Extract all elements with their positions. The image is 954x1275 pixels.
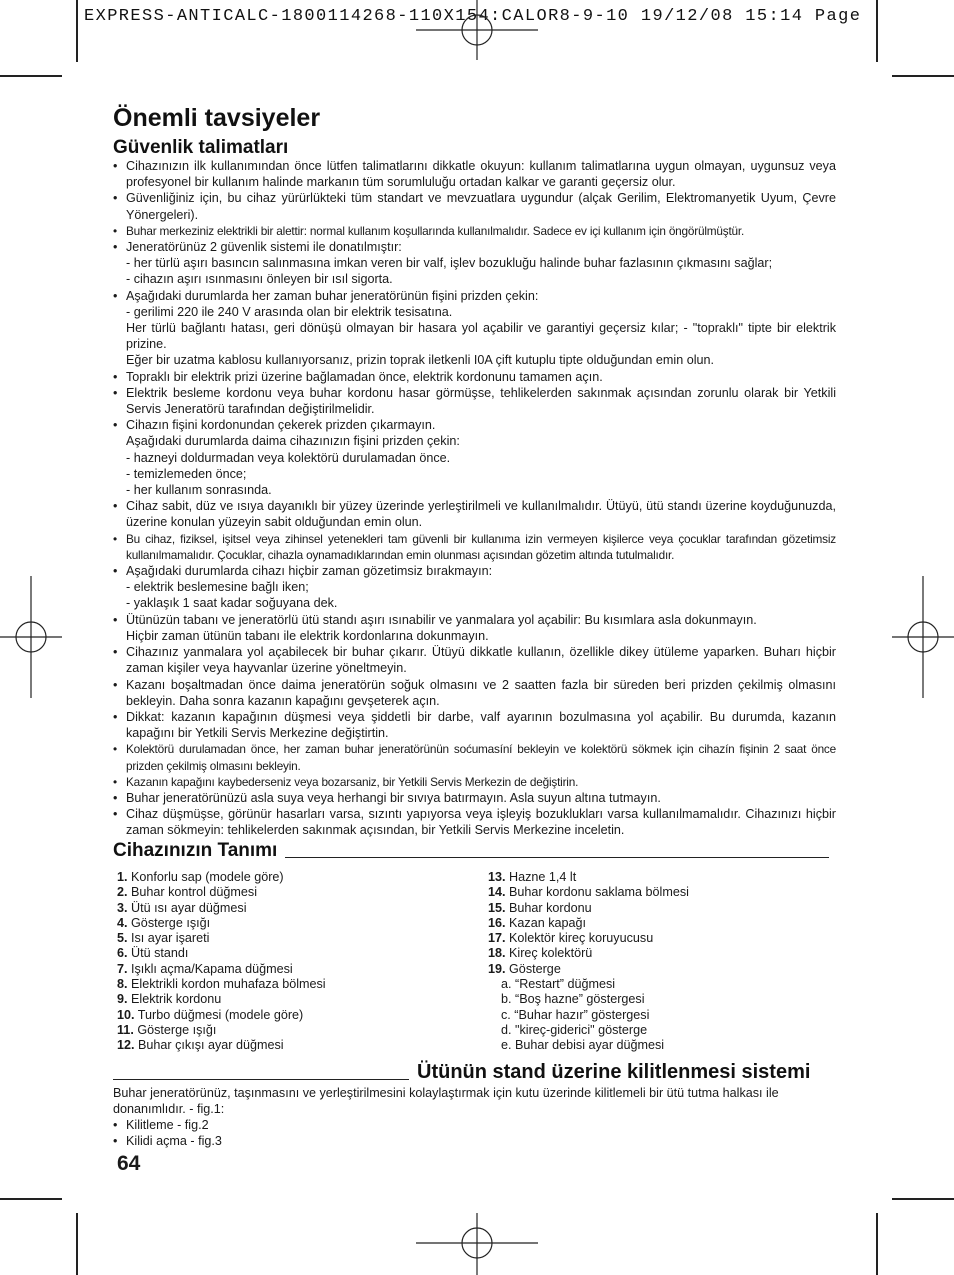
- list-subitem: - cihazın aşırı ısınmasını önleyen bir ısıl sigorta.: [126, 272, 393, 287]
- description-heading-row: [113, 840, 829, 862]
- list-item-text: Aşağıdaki durumlarda her zaman buhar jeneratörünün fişini prizden çekin:: [126, 288, 539, 303]
- part-subitem: e. Buhar debisi ayar düğmesi: [501, 1038, 665, 1053]
- part-item: [488, 962, 689, 977]
- lock-section: [113, 1085, 836, 1149]
- registration-mark-right: [892, 576, 954, 698]
- part-label: Kireç kolektörü: [509, 946, 593, 961]
- list-item: [113, 677, 836, 709]
- part-item: [117, 1038, 326, 1053]
- parts-list-right: [488, 870, 689, 1054]
- part-item: [117, 1023, 326, 1038]
- list-item: [113, 239, 836, 288]
- crop-mark: [876, 1213, 878, 1275]
- part-number: 11.: [117, 1022, 134, 1037]
- part-label: Konforlu sap (modele göre): [131, 870, 284, 884]
- part-subitem: c. “Buhar hazır” göstergesi: [501, 1007, 650, 1022]
- part-number: 1.: [117, 870, 128, 884]
- part-label: Ütü ısı ayar düğmesi: [131, 900, 247, 915]
- list-item: [113, 612, 836, 644]
- list-item-text: Ütünüzün tabanı ve jeneratörlü ütü standı aşırı ısınabilir ve yanmalara yol açabilir: Bu kısımlara asla dokunmayın.: [126, 612, 757, 627]
- part-item: [117, 1008, 326, 1023]
- lock-body: Buhar jeneratörünüz, taşınmasını ve yerleştirilmesini kolaylaştırmak için kutu üzerinde kilitlemeli bir ütü tutma halkası ile donanımlıdır. - fig.1:: [113, 1086, 779, 1116]
- part-item: [117, 992, 326, 1007]
- part-item: [117, 901, 326, 916]
- part-number: 7.: [117, 961, 128, 976]
- part-label: Gösterge ışığı: [137, 1022, 217, 1037]
- crop-mark: [76, 1213, 78, 1275]
- list-item-text: Güvenliğiniz için, bu cihaz yürürlükteki tüm standart ve mevzuatlara uygundur (alçak Gerilim, Elektromanyetik Uyum, Çevre Yönergeleri).: [126, 191, 836, 222]
- part-item: [117, 946, 326, 961]
- part-label: Turbo düğmesi (modele göre): [137, 1007, 304, 1022]
- list-item: [113, 774, 836, 790]
- part-number: 14.: [488, 885, 506, 900]
- list-item: [113, 369, 836, 385]
- part-number: 3.: [117, 900, 128, 915]
- list-item-text: Cihaz sabit, düz ve ısıya dayanıklı bir yüzey üzerinde yerleştirilmeli ve kullanılmalıdır. Ütüyü, ütü standı üzerine koyduğunuzda, üzerine konulan yüzeyin sabit olduğundan emin olun.: [126, 499, 836, 530]
- list-subitem: - hazneyi doldurmadan veya kolektörü durulamadan önce.: [126, 450, 451, 465]
- list-subitem: - her türlü aşırı basıncın salınmasına imkan veren bir valf, işlev bozukluğu halinde buhar fazlasının çıkmasını sağlar;: [126, 256, 773, 271]
- part-item: [117, 931, 326, 946]
- list-subitem: - her kullanım sonrasında.: [126, 483, 272, 498]
- list-item-text: Kazanın kapağını kaybederseniz veya bozarsaniz, bir Yetkili Servis Merkezin de değiştirin.: [126, 774, 579, 789]
- list-item: [113, 790, 836, 806]
- part-item: [488, 931, 689, 946]
- list-item-text: Cihaz düşmüşse, görünür hasarları varsa, sızıntı yapıyorsa veya işleyiş bozuklukları varsa kullanılmamalıdır. Cihazınızı hiçbir zaman sökmeyin: tehlikelerden sakınmak açısından, bir Yetkili Servis Merkezine inceletin.: [126, 807, 836, 838]
- list-item: [113, 644, 836, 676]
- list-item: [113, 417, 836, 498]
- list-item-text: Elektrik besleme kordonu veya buhar kordonu hasar görmüşse, tehlikelerden sakınmak açısından zorunlu olarak bir Yetkili Servis Jeneratörü tarafından değiştirilmelidir.: [126, 385, 836, 417]
- part-item: [117, 885, 326, 900]
- list-item-text: Buhar jeneratörünüzü asla suya veya herhangi bir sıvıya batırmayın. Asla suyun altına tutmayın.: [126, 790, 661, 805]
- list-item-text: Cihazınızın ilk kullanımından önce lütfen talimatlarını dikkatle okuyun: kullanım talimatlarına uygun olmayan, uygunsuz veya profesyonel bir kullanım halinde markanın tüm sorumluluğu ortadan kalkar ve garanti geçersiz olur.: [126, 159, 836, 190]
- page-number: 64: [117, 1152, 141, 1175]
- part-subitem: d. "kireç-giderici" gösterge: [501, 1022, 648, 1037]
- part-label: Buhar kordonu: [509, 900, 592, 915]
- part-number: 6.: [117, 946, 128, 961]
- part-item: [117, 916, 326, 931]
- part-item: [488, 885, 689, 900]
- part-subitem: a. “Restart” düğmesi: [501, 977, 616, 992]
- part-label: Gösterge ışığı: [131, 915, 211, 930]
- part-item: [488, 870, 689, 885]
- part-number: 10.: [117, 1007, 135, 1022]
- list-subitem: Eğer bir uzatma kablosu kullanıyorsanız, prizin toprak iletkenli I0A çift kutuplu tipte olduğundan emin olun.: [126, 353, 715, 368]
- list-subitem: Aşağıdaki durumlarda daima cihazınızın fişini prizden çekin:: [126, 434, 460, 449]
- part-label: Buhar kontrol düğmesi: [131, 885, 258, 900]
- lock-heading-row: [113, 1061, 836, 1084]
- parts-list-left: [117, 870, 326, 1054]
- list-item: [113, 190, 836, 222]
- part-item: [117, 962, 326, 977]
- lock-heading: Ütünün stand üzerine kilitlenmesi sistemi: [417, 1061, 811, 1083]
- crop-mark: [892, 75, 954, 77]
- lock-list: [113, 1117, 836, 1149]
- crop-mark: [876, 0, 878, 62]
- part-number: 17.: [488, 931, 506, 946]
- list-item: [113, 288, 836, 369]
- heading-rule: [113, 1079, 409, 1080]
- part-item: [117, 977, 326, 992]
- part-label: Hazne 1,4 lt: [509, 870, 577, 884]
- safety-list: [113, 158, 836, 839]
- list-subitem: Her türlü bağlantı hatası, geri dönüşü olmayan bir hasara yol açabilir ve garantiyi geçersiz kılar; - "topraklı" tipte bir elektrik prizine.: [126, 321, 836, 352]
- part-label: Isı ayar işareti: [131, 931, 210, 946]
- part-number: 15.: [488, 900, 506, 915]
- list-item: • Kilitleme - fig.2: [113, 1117, 836, 1133]
- list-item-text: Aşağıdaki durumlarda cihazı hiçbir zaman gözetimsiz bırakmayın:: [126, 564, 493, 579]
- part-item: [117, 870, 326, 885]
- list-item: [113, 158, 836, 190]
- crop-mark: [0, 1198, 62, 1200]
- crop-mark: [0, 75, 62, 77]
- part-label: Ütü standı: [131, 946, 189, 961]
- part-number: 12.: [117, 1038, 135, 1053]
- list-item-text: Kolektörü durulamadan önce, her zaman buhar jeneratörünün soćumasíní bekleyin ve kolektörü sökmek için cihazín fişinin 2 saat önce prizden çekilmiş olmasını bekleyin.: [126, 742, 836, 773]
- part-item: [488, 916, 689, 931]
- print-slug: EXPRESS-ANTICALC-1800114268-110X154:CALOR8-9-10 19/12/08 15:14 Page: [84, 7, 862, 26]
- part-label: Elektrik kordonu: [131, 992, 222, 1007]
- list-subitem: - gerilimi 220 ile 240 V arasında olan bir elektrik tesisatına.: [126, 304, 453, 319]
- list-subitem: - elektrik beslemesine bağlı iken;: [126, 580, 309, 595]
- list-item: [113, 385, 836, 417]
- part-subitem: b. “Boş hazne” göstergesi: [501, 992, 645, 1007]
- list-item-text: Topraklı bir elektrik prizi üzerine bağlamadan önce, elektrik kordonunu tamamen açın.: [126, 369, 603, 384]
- list-subitem: - yaklaşık 1 saat kadar soğuyana dek.: [126, 596, 338, 611]
- crop-mark: [76, 0, 78, 62]
- description-heading: Cihazınızın Tanımı: [113, 840, 278, 861]
- part-label: Kolektör kireç koruyucusu: [509, 931, 654, 946]
- list-item: [113, 531, 836, 563]
- list-item: • Kilidi açma - fig.3: [113, 1133, 836, 1149]
- list-item: [113, 741, 836, 773]
- list-subitem: - temizlemeden önce;: [126, 466, 247, 481]
- part-number: 5.: [117, 931, 128, 946]
- crop-mark: [892, 1198, 954, 1200]
- part-item: [488, 901, 689, 916]
- registration-mark-top: [416, 0, 538, 60]
- page-title: Önemli tavsiyeler: [113, 104, 321, 132]
- list-item-text: Dikkat: kazanın kapağının düşmesi veya şiddetli bir darbe, valf ayarının bozulmasına yol açabilir. Bu durumda, kazanın kapağını bir Yetkili Servis Merkezine değiştirtin.: [126, 709, 836, 741]
- part-number: 9.: [117, 992, 128, 1007]
- list-item-text: Jeneratörünüz 2 güvenlik sistemi ile donatılmıştır:: [126, 240, 402, 255]
- list-item-text: Buhar merkeziniz elektrikli bir alettir: normal kullanım koşullarında kullanılmalıdır. Sadece ev içi kullanım için öngörülmüştür.: [126, 223, 745, 238]
- registration-mark-left: [0, 576, 62, 698]
- list-item-text: Kazanı boşaltmadan önce daima jeneratörün soğuk olmasını ve 2 saatten fazla bir süreden beri prizden çekilmiş olmasını bekleyin. Daha sonra kazanın kapağını gevşeterek açın.: [126, 677, 836, 708]
- part-number: 13.: [488, 870, 506, 884]
- list-item: [113, 498, 836, 530]
- part-label: Gösterge: [509, 961, 561, 976]
- part-label: Elektrikli kordon muhafaza bölmesi: [131, 977, 326, 992]
- part-number: 19.: [488, 961, 506, 976]
- part-number: 18.: [488, 946, 506, 961]
- list-item: [113, 709, 836, 741]
- list-subitem: Hiçbir zaman ütünün tabanı ile elektrik kordonlarına dokunmayın.: [126, 628, 489, 643]
- part-number: 2.: [117, 885, 128, 900]
- part-number: 8.: [117, 977, 128, 992]
- part-label: Buhar çıkışı ayar düğmesi: [138, 1038, 284, 1053]
- part-number: 4.: [117, 915, 128, 930]
- part-label: Buhar kordonu saklama bölmesi: [509, 885, 689, 900]
- list-item-text: Bu cihaz, fiziksel, işitsel veya zihinsel yetenekleri tam güvenli bir kullanıma izin vermeyen kişilerce veya çocuklar tarafından gözetimsiz kullanılmamalıdır. Çocuklar, cihazla oynamadıklarından emin olunması açısından gözetim altında tutulmalıdır.: [126, 531, 836, 562]
- list-item: [113, 563, 836, 612]
- part-label: Kazan kapağı: [509, 915, 587, 930]
- registration-mark-bottom: [416, 1213, 538, 1275]
- heading-rule: [285, 857, 829, 858]
- list-item: [113, 806, 836, 838]
- list-item-text: Cihazınız yanmalara yol açabilecek bir buhar çıkarır. Ütüyü dikkatle kullanın, özellikle dikey ütüleme yaparken. Buharı hiçbir zaman kişiler veya hayvanlar üzerine yöneltmeyin.: [126, 645, 836, 676]
- part-number: 16.: [488, 915, 506, 930]
- list-item-text: Cihazın fişini kordonundan çekerek prizden çıkarmayın.: [126, 418, 436, 433]
- part-item: [488, 946, 689, 961]
- safety-heading: Güvenlik talimatları: [113, 137, 289, 158]
- list-item: [113, 223, 836, 239]
- part-label: Işıklı açma/Kapama düğmesi: [131, 961, 293, 976]
